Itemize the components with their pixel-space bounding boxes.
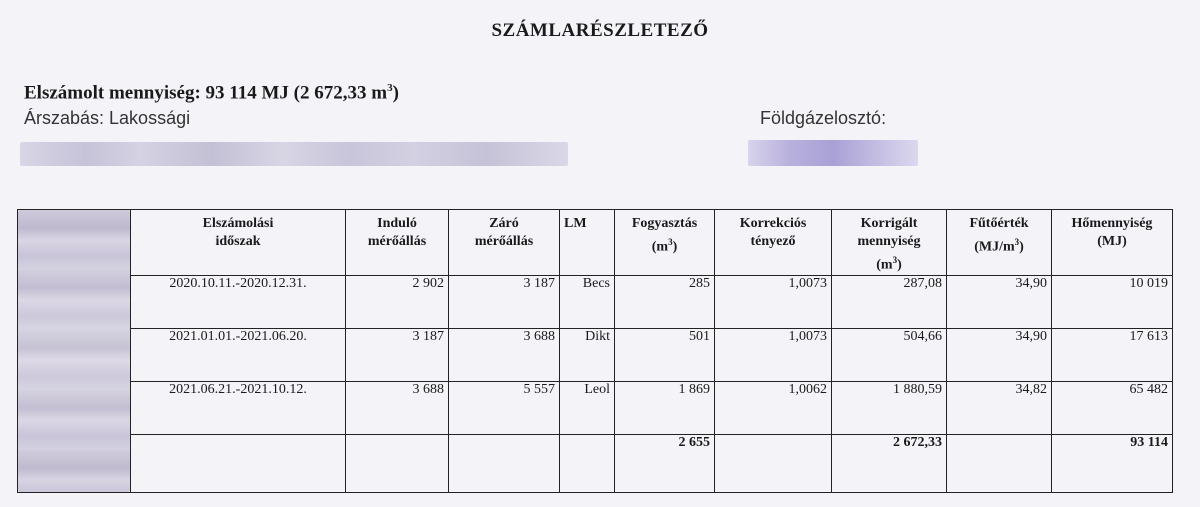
header-end-reading: Záró mérőállás	[449, 210, 560, 276]
cell-period: 2021.01.01.-2021.06.20.	[131, 329, 346, 382]
billed-quantity: Elszámolt mennyiség: 93 114 MJ (2 672,33 $m^3$)	[24, 82, 399, 104]
cell-heat: 65 482	[1052, 382, 1173, 435]
cell-start: 3 187	[346, 329, 449, 382]
header-correction: Korrekciós tényező	[715, 210, 832, 276]
cell-end: 5 557	[449, 382, 560, 435]
empty-cell	[560, 435, 615, 493]
table-header-row	[18, 210, 1173, 276]
total-corrected: 2 672,33	[832, 435, 947, 493]
document-title: SZÁMLARÉSZLETEZŐ	[491, 20, 709, 41]
header-corrected-quantity: Korrigált mennyiség $(m^3)$	[832, 210, 947, 276]
cell-consumption: 1 869	[615, 382, 715, 435]
tariff-line: Árszabás: Lakossági	[24, 108, 191, 128]
header-consumption: Fogyasztás $(m^3)$	[615, 210, 715, 276]
cell-lm: Leol	[560, 382, 615, 435]
cell-correction: 1,0073	[715, 329, 832, 382]
total-heat: 93 114	[1052, 435, 1173, 493]
totals-row	[18, 435, 1173, 493]
header-period: Elszámolási időszak	[131, 210, 346, 276]
empty-cell	[346, 435, 449, 493]
table-row	[18, 276, 1173, 329]
header-start-reading: Induló mérőállás	[346, 210, 449, 276]
cell-lm: Becs	[560, 276, 615, 329]
cell-correction: 1,0073	[715, 276, 832, 329]
cell-consumption: 285	[615, 276, 715, 329]
cell-corrected: 504,66	[832, 329, 947, 382]
cell-period: 2020.10.11.-2020.12.31.	[131, 276, 346, 329]
cell-period: 2021.06.21.-2021.10.12.	[131, 382, 346, 435]
header-heat-quantity: Hőmennyiség (MJ)	[1052, 210, 1173, 276]
distributor-label: Földgázelosztó:	[760, 108, 887, 128]
cell-start: 2 902	[346, 276, 449, 329]
cell-heat: 10 019	[1052, 276, 1173, 329]
empty-cell	[947, 435, 1052, 493]
cell-corrected: 1 880,59	[832, 382, 947, 435]
header-calorific-value: Fűtőérték $(MJ/m^3)$	[947, 210, 1052, 276]
cell-correction: 1,0062	[715, 382, 832, 435]
cell-heat: 17 613	[1052, 329, 1173, 382]
redacted-address	[20, 142, 568, 166]
cell-end: 3 688	[449, 329, 560, 382]
cell-corrected: 287,08	[832, 276, 947, 329]
empty-cell	[715, 435, 832, 493]
cell-calorific: 34,90	[947, 276, 1052, 329]
cell-lm: Dikt	[560, 329, 615, 382]
redacted-first-column	[18, 210, 130, 492]
redacted-distributor	[748, 140, 918, 166]
cell-start: 3 688	[346, 382, 449, 435]
cell-consumption: 501	[615, 329, 715, 382]
empty-cell	[449, 435, 560, 493]
table-row	[18, 382, 1173, 435]
bill-detail-table	[17, 209, 1173, 493]
table-row	[18, 329, 1173, 382]
cell-calorific: 34,90	[947, 329, 1052, 382]
header-lm: LM	[560, 210, 615, 276]
empty-cell	[131, 435, 346, 493]
cell-end: 3 187	[449, 276, 560, 329]
cell-calorific: 34,82	[947, 382, 1052, 435]
total-consumption: 2 655	[615, 435, 715, 493]
